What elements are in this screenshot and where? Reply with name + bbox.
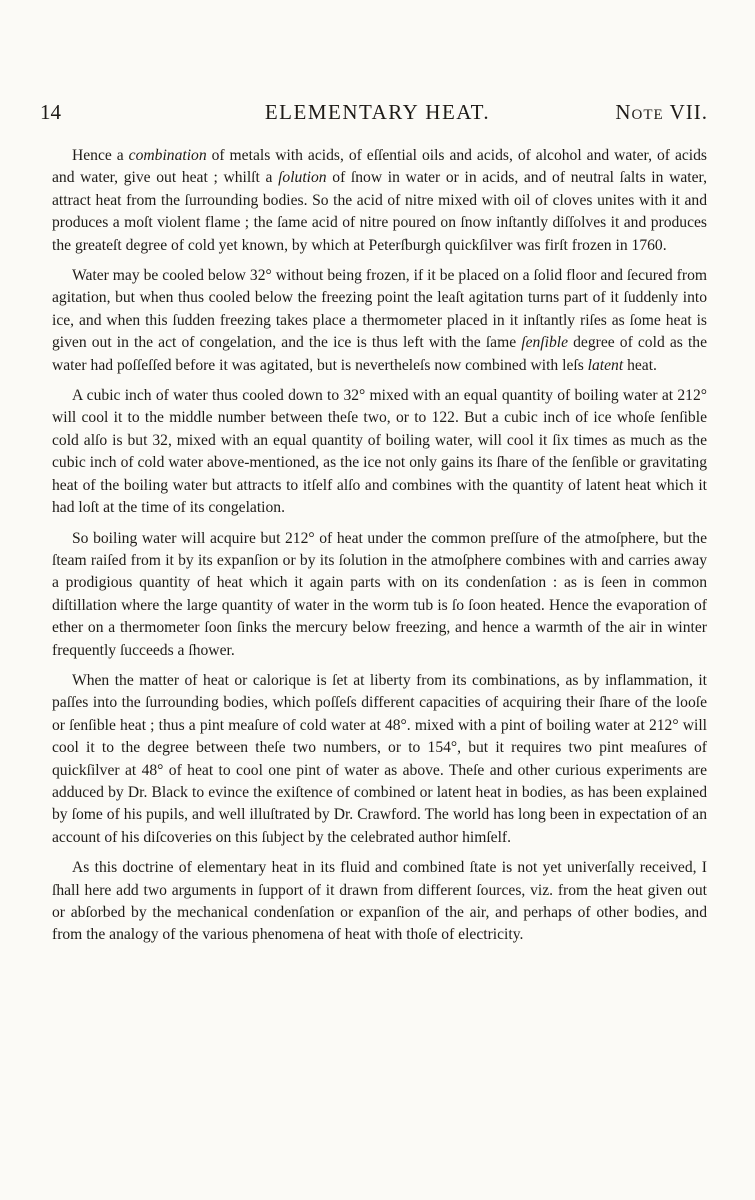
text-run: A cubic inch of water thus cooled down to 32° mixed with an equal quantity of boiling water at 212° will cool it to the middle number between theſe two, or to 122. But a cubic inch of ice whoſe ſenſible cold alſo is but 32, mixed with an equal quantity of boiling water, will cool it ſix times as much as the cubic inch of cold water above-mentioned, as the ice not only gains its ſhare of the ſenſible or gravitating heat of the boiling water but attracts to itſelf alſo and combines with the quantity of latent heat which it had loſt at the time of its congelation. xyxy=(52,387,707,517)
text-run: Water may be cooled below 32° without being frozen, if it be placed on a ſolid floor and ſecured from agitation, but when thus cooled below the freezing point the leaſt agitation turns part of it ſuddenly into ice, and when this ſudden freezing takes place a thermometer placed in it inſtantly riſes as ſome heat is given out in the act of congelation, and the ice is thus left with the ſame xyxy=(52,267,707,352)
italic-phrase: ſolution xyxy=(278,169,327,187)
page-number: 14 xyxy=(40,100,61,124)
paragraph xyxy=(52,385,707,519)
body-text xyxy=(52,145,707,947)
text-run: heat. xyxy=(623,356,657,374)
italic-phrase: latent xyxy=(587,356,624,374)
italic-phrase: combination xyxy=(128,147,207,164)
text-run: As this doctrine of elementary heat in its fluid and combined ſtate is not yet univerſally received, I ſhall here add two arguments in ſupport of it drawn from different ſources, viz. from the heat given out or abſorbed by the mechanical condenſation or expanſion of the air, and perhaps of other bodies, and from the analogy of the various phenomena of heat with thoſe of electricity. xyxy=(52,859,707,944)
running-title: ELEMENTARY HEAT. xyxy=(264,100,491,124)
text-run: So boiling water will acquire but 212° of heat under the common preſſure of the atmoſphere, but the ſteam raiſed from it by its expanſion or by its ſolution in the atmoſphere combines with and carries away a prodigious quantity of heat which it again parts with on its condenſation : as is ſeen in common diſtillation where the large quantity of water in the worm tub is ſo ſoon heated. Hence the evaporation of ether on a thermometer ſoon ſinks the mercury below freezing, and hence a warmth of the air in winter frequently ſucceeds a ſhower. xyxy=(52,529,707,659)
paragraph xyxy=(52,670,707,849)
running-header xyxy=(0,100,755,132)
text-run: of ſnow in water or in acids, and of neutral ſalts in water, attract heat from the ſurrounding bodies. So the acid of nitre mixed with oil of cloves unites with it and produces a moſt violent flame ; the ſame acid of nitre poured on ſnow inſtantly diſſolves it and produces the greateſt degree of cold yet known, by which at Peterſburgh quickſilver was firſt frozen in 1760. xyxy=(52,169,707,254)
paragraph xyxy=(52,265,707,377)
text-run: Hence a xyxy=(72,147,129,164)
paragraph xyxy=(52,857,707,947)
paragraph xyxy=(52,145,707,257)
text-run: of metals with acids, of eſſential oils and acids, of alcohol and water, of acids and water, give out heat ; whilſt a xyxy=(52,147,707,187)
italic-phrase: ſenſible xyxy=(521,334,569,352)
note-label: Note VII. xyxy=(615,100,708,124)
text-run: degree of cold as the water had poſſeſſed before it was agitated, but is nevertheleſs now combined with leſs xyxy=(52,334,707,374)
paragraph xyxy=(52,528,707,662)
text-run: When the matter of heat or calorique is ſet at liberty from its combinations, as by inflammation, it paſſes into the ſurrounding bodies, which poſſeſs different capacities of acquiring their ſhare of the looſe or ſenſible heat ; thus a pint meaſure of cold water at 48°. mixed with a pint of boiling water at 212° will cool it to the degree between theſe two numbers, or to 154°, but it requires two pint meaſures of quickſilver at 48° of heat to cool one pint of water as above. Theſe and other curious experiments are adduced by Dr. Black to evince the exiſtence of combined or latent heat in bodies, as has been explained by ſome of his pupils, and well illuſtrated by Dr. Crawford. The world has long been in expectation of an account of his diſcoveries on this ſubject by the celebrated author himſelf. xyxy=(52,671,707,846)
